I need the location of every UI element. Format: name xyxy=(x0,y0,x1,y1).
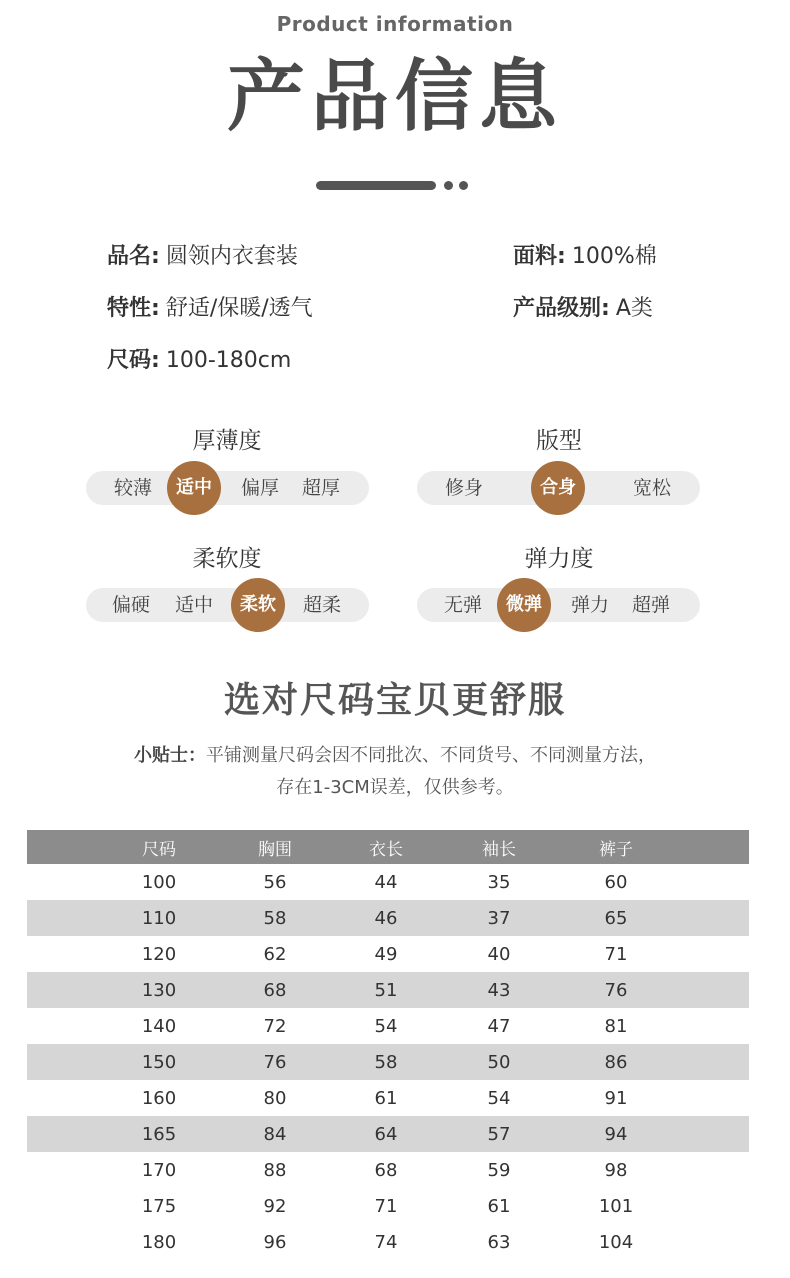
table-row xyxy=(27,1152,749,1188)
table-cell: 80 xyxy=(263,1087,287,1109)
colon: : xyxy=(151,244,160,269)
attr-option: 宽松 xyxy=(632,477,672,499)
table-cell: 63 xyxy=(487,1231,511,1253)
table-cell: 62 xyxy=(263,943,287,965)
table-cell: 68 xyxy=(263,979,287,1001)
table-header-cell: 袖长 xyxy=(482,839,516,860)
divider-dot xyxy=(459,181,468,190)
info-grade xyxy=(513,294,653,324)
attr-option: 偏厚 xyxy=(240,477,280,499)
table-row xyxy=(27,864,749,900)
table-cell: 98 xyxy=(604,1159,628,1181)
table-cell: 74 xyxy=(374,1231,398,1253)
table-cell: 94 xyxy=(604,1123,628,1145)
table-header-cell: 胸围 xyxy=(258,839,292,860)
attr-thickness-scale xyxy=(86,471,369,505)
table-cell: 68 xyxy=(374,1159,398,1181)
colon: : xyxy=(557,244,566,269)
table-cell: 84 xyxy=(263,1123,287,1145)
table-header xyxy=(27,830,749,864)
table-cell: 175 xyxy=(141,1195,177,1217)
table-cell: 56 xyxy=(263,871,287,893)
size-heading: 选对尺码宝贝更舒服 xyxy=(223,680,566,721)
table-cell: 47 xyxy=(487,1015,511,1037)
size-tip-line1 xyxy=(0,741,790,767)
info-grade-value: A类 xyxy=(615,296,653,321)
info-name-label: 品名 xyxy=(107,244,152,269)
divider-dot xyxy=(444,181,453,190)
table-cell: 160 xyxy=(141,1087,177,1109)
title-divider xyxy=(316,180,476,192)
table-cell: 35 xyxy=(487,871,511,893)
attr-fit-title: 版型 xyxy=(536,428,582,454)
table-cell: 71 xyxy=(604,943,628,965)
info-fabric-label: 面料 xyxy=(513,244,558,269)
attr-option-selected: 微弹 xyxy=(497,578,551,632)
attr-elasticity-scale xyxy=(417,588,700,622)
table-cell: 49 xyxy=(374,943,398,965)
size-tip-line2: 存在1-3CM误差，仅供参考。 xyxy=(276,777,514,798)
table-row xyxy=(27,900,749,936)
table-row xyxy=(27,972,749,1008)
table-cell: 46 xyxy=(374,907,398,929)
table-cell: 180 xyxy=(141,1231,177,1253)
table-row xyxy=(27,1116,749,1152)
attr-option: 超厚 xyxy=(301,477,341,499)
table-cell: 101 xyxy=(598,1195,634,1217)
tip-label: 小贴士： xyxy=(134,745,206,766)
attr-option: 弹力 xyxy=(570,594,610,616)
attr-elasticity-title: 弹力度 xyxy=(524,546,594,572)
table-header-cell: 裤子 xyxy=(599,839,633,860)
table-cell: 110 xyxy=(141,907,177,929)
table-header-cell: 衣长 xyxy=(369,839,403,860)
attr-fit-scale xyxy=(417,471,700,505)
table-cell: 76 xyxy=(263,1051,287,1073)
table-row xyxy=(27,1080,749,1116)
attr-softness-title: 柔软度 xyxy=(192,546,262,572)
table-row xyxy=(27,1224,749,1260)
size-table xyxy=(27,830,749,1260)
attr-option: 修身 xyxy=(444,477,484,499)
info-fabric xyxy=(513,242,657,272)
table-row xyxy=(27,936,749,972)
table-row xyxy=(27,1188,749,1224)
table-cell: 58 xyxy=(263,907,287,929)
table-cell: 51 xyxy=(374,979,398,1001)
table-cell: 120 xyxy=(141,943,177,965)
info-feature xyxy=(107,294,313,324)
tip-text: 平铺测量尺码会因不同批次、不同货号、不同测量方法， xyxy=(206,745,656,766)
colon: : xyxy=(151,296,160,321)
attr-thickness-title: 厚薄度 xyxy=(192,428,262,454)
colon: : xyxy=(601,296,610,321)
table-cell: 54 xyxy=(487,1087,511,1109)
info-name-value: 圆领内衣套装 xyxy=(165,244,298,269)
table-cell: 130 xyxy=(141,979,177,1001)
table-cell: 59 xyxy=(487,1159,511,1181)
attr-option: 超柔 xyxy=(302,594,342,616)
info-size xyxy=(107,346,291,376)
attr-option-selected: 合身 xyxy=(531,461,585,515)
table-cell: 88 xyxy=(263,1159,287,1181)
info-feature-value: 舒适/保暖/透气 xyxy=(165,296,313,321)
table-body xyxy=(27,864,749,1260)
info-fabric-value: 100%棉 xyxy=(571,244,657,269)
table-cell: 60 xyxy=(604,871,628,893)
table-cell: 72 xyxy=(263,1015,287,1037)
table-cell: 165 xyxy=(141,1123,177,1145)
table-cell: 170 xyxy=(141,1159,177,1181)
attr-option-selected: 柔软 xyxy=(231,578,285,632)
colon: : xyxy=(151,348,160,373)
attr-option-selected: 适中 xyxy=(167,461,221,515)
table-cell: 50 xyxy=(487,1051,511,1073)
table-header-cell: 尺码 xyxy=(142,839,176,860)
table-cell: 44 xyxy=(374,871,398,893)
table-cell: 43 xyxy=(487,979,511,1001)
attr-option: 偏硬 xyxy=(111,594,151,616)
table-cell: 37 xyxy=(487,907,511,929)
attr-option: 适中 xyxy=(174,594,214,616)
table-cell: 58 xyxy=(374,1051,398,1073)
info-size-label: 尺码 xyxy=(107,348,152,373)
table-cell: 71 xyxy=(374,1195,398,1217)
table-cell: 150 xyxy=(141,1051,177,1073)
table-cell: 57 xyxy=(487,1123,511,1145)
info-name xyxy=(107,242,298,272)
table-cell: 91 xyxy=(604,1087,628,1109)
table-cell: 76 xyxy=(604,979,628,1001)
attr-softness-scale xyxy=(86,588,369,622)
table-cell: 100 xyxy=(141,871,177,893)
table-cell: 65 xyxy=(604,907,628,929)
table-cell: 54 xyxy=(374,1015,398,1037)
table-cell: 64 xyxy=(374,1123,398,1145)
info-feature-label: 特性 xyxy=(107,296,152,321)
page-title: 产品信息 xyxy=(226,52,563,142)
attr-option: 无弹 xyxy=(443,594,483,616)
table-row xyxy=(27,1008,749,1044)
table-cell: 104 xyxy=(598,1231,634,1253)
table-cell: 86 xyxy=(604,1051,628,1073)
table-row xyxy=(27,1044,749,1080)
info-grade-label: 产品级别 xyxy=(513,296,602,321)
info-size-value: 100-180cm xyxy=(165,348,292,373)
table-cell: 140 xyxy=(141,1015,177,1037)
divider-bar xyxy=(316,181,436,190)
attr-option: 较薄 xyxy=(113,477,153,499)
table-cell: 81 xyxy=(604,1015,628,1037)
table-cell: 61 xyxy=(487,1195,511,1217)
page-subtitle: Product information xyxy=(276,12,514,36)
attr-option: 超弹 xyxy=(631,594,671,616)
table-cell: 61 xyxy=(374,1087,398,1109)
table-cell: 92 xyxy=(263,1195,287,1217)
table-cell: 96 xyxy=(263,1231,287,1253)
table-cell: 40 xyxy=(487,943,511,965)
